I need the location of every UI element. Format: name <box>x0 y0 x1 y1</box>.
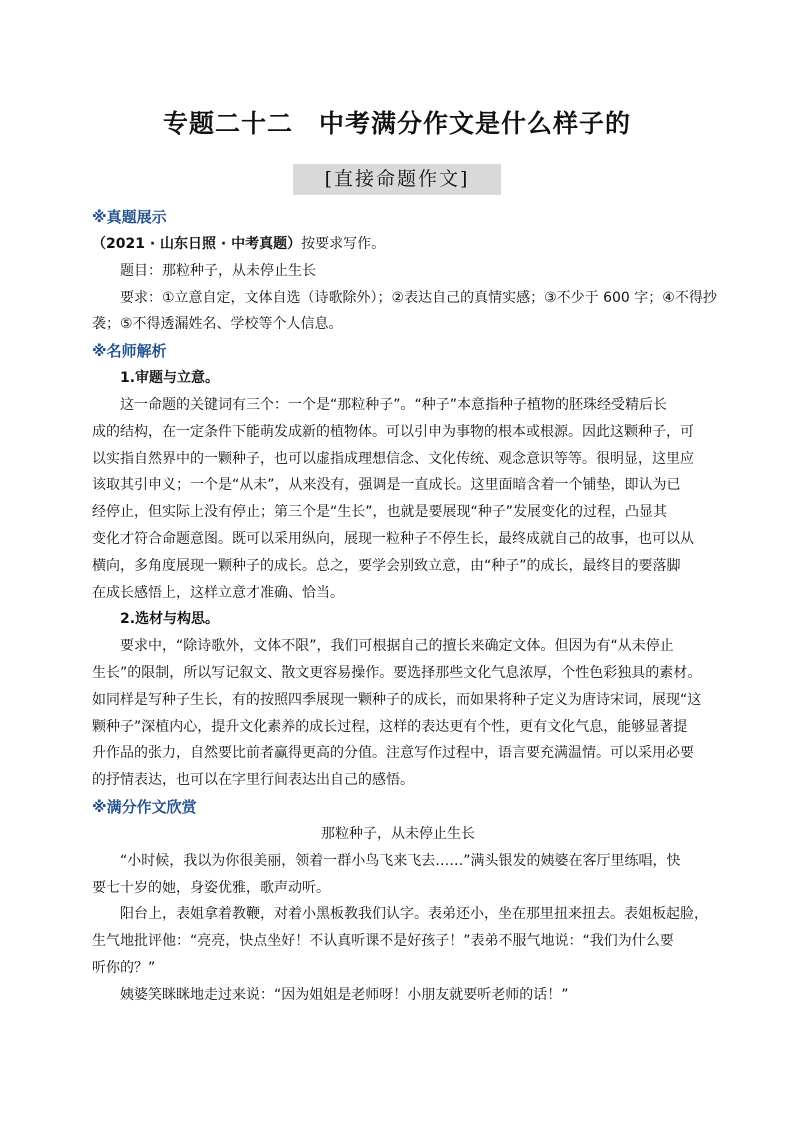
paragraph-line: 生气地批评他：“亮亮，快点坐好！不认真听课不是好孩子！”表弟不服气地说：“我们为什么要 <box>92 933 674 950</box>
banner-container <box>0 164 794 195</box>
paragraph-line: 听你的？” <box>92 959 156 976</box>
analysis-paragraph-1 <box>92 392 704 606</box>
paragraph-line: 该取其引申义；一个是“从未”，从来没有，强调是一直成长。这里面暗含着一个铺垫，即认为已 <box>92 477 681 494</box>
exam-source-suffix: 按要求写作。 <box>301 236 386 252</box>
paragraph-line: 成的结构，在一定条件下能萌发成新的植物体。可以引申为事物的根本或根源。因此这颗种子，可 <box>92 423 694 440</box>
page-title: 专题二十二 中考满分作文是什么样子的 <box>162 109 631 138</box>
paragraph-line: 横向，多角度展现一颗种子的成长。总之，要学会别致立意，由“种子”的成长，最终目的要落脚 <box>92 557 681 574</box>
heading-essay: ※满分作文欣赏 <box>92 797 197 816</box>
paragraph-line: 要求中，“除诗歌外，文体不限”，我们可根据自己的擅长来确定文体。但因为有“从未停止 <box>120 638 674 655</box>
paragraph-line: 生长”的限制，所以写记叙文、散文更容易操作。要选择那些文化气息浓厚，个性色彩独具的素材。 <box>92 664 702 681</box>
exam-source: （2021 · 山东日照 · 中考真题） <box>92 236 302 252</box>
exam-topic: 题目：那粒种子，从未停止生长 <box>120 262 316 279</box>
essay-title: 那粒种子，从未停止生长 <box>321 825 475 842</box>
exam-requirements-line-1: 要求：①立意自定，文体自选（诗歌除外）；②表达自己的真情实感；③不少于 600 字；④不得抄 <box>120 289 717 306</box>
paragraph-line: 如同样是写种子生长，有的按照四季展现一颗种子的成长，而如果将种子定义为唐诗宋词，展现“这 <box>92 691 702 708</box>
exam-requirements-line-2: 袭；⑤不得透漏姓名、学校等个人信息。 <box>92 316 343 333</box>
paragraph-line: 以实指自然界中的一颗种子，也可以虚指成理想信念、文化传统、观念意识等等。很明显，这里应 <box>92 450 694 467</box>
document-body <box>92 204 717 1009</box>
analysis-sub-2: 2.选材与构思。 <box>120 611 220 628</box>
section-banner: [直接命题作文] <box>293 164 501 195</box>
paragraph-line: 这一命题的关键词有三个：一个是“那粒种子”。“种子”本意指种子植物的胚珠经受精后长 <box>120 396 668 413</box>
paragraph-line: 的抒情表达，也可以在字里行间表达出自己的感悟。 <box>92 772 414 789</box>
essay-paragraph-2 <box>92 901 708 981</box>
paragraph-line: 在成长感悟上，这样立意才准确、恰当。 <box>92 584 344 601</box>
paragraph-line: 经停止，但实际上没有停止；第三个是“生长”，也就是要展现“种子”发展变化的过程，凸显其 <box>92 504 668 521</box>
paragraph-line: 要七十岁的她，身姿优雅，歌声动听。 <box>92 879 330 896</box>
paragraph-line: 姨婆笑眯眯地走过来说：“因为姐姐是老师呀！小朋友就要听老师的话！” <box>120 986 569 1003</box>
analysis-sub-1: 1.审题与立意。 <box>120 370 220 387</box>
essay-paragraph-1 <box>92 848 704 902</box>
heading-analysis: ※名师解析 <box>92 342 167 361</box>
heading-real-exam: ※真题展示 <box>92 208 167 226</box>
paragraph-line: 颗种子”深植内心，提升文化素养的成长过程，这样的表达更有个性，更有文化气息，能够显著提 <box>92 718 688 735</box>
paragraph-line: 阳台上，表姐拿着教鞭，对着小黑板教我们认字。表弟还小，坐在那里扭来扭去。表姐板起脸， <box>120 906 708 923</box>
analysis-paragraph-2 <box>92 633 704 794</box>
exam-source-line <box>92 231 704 258</box>
paragraph-line: 升作品的张力，自然要比前者赢得更高的分值。注意写作过程中，语言要充满温情。可以采用必要 <box>92 745 694 762</box>
essay-paragraph-3 <box>92 982 704 1009</box>
paragraph-line: “小时候，我以为你很美丽，领着一群小鸟飞来飞去……”满头银发的姨婆在客厅里练唱，快 <box>120 852 681 869</box>
paragraph-line: 变化才符合命题意图。既可以采用纵向，展现一粒种子不停生长，最终成就自己的故事，也可以从 <box>92 530 694 547</box>
